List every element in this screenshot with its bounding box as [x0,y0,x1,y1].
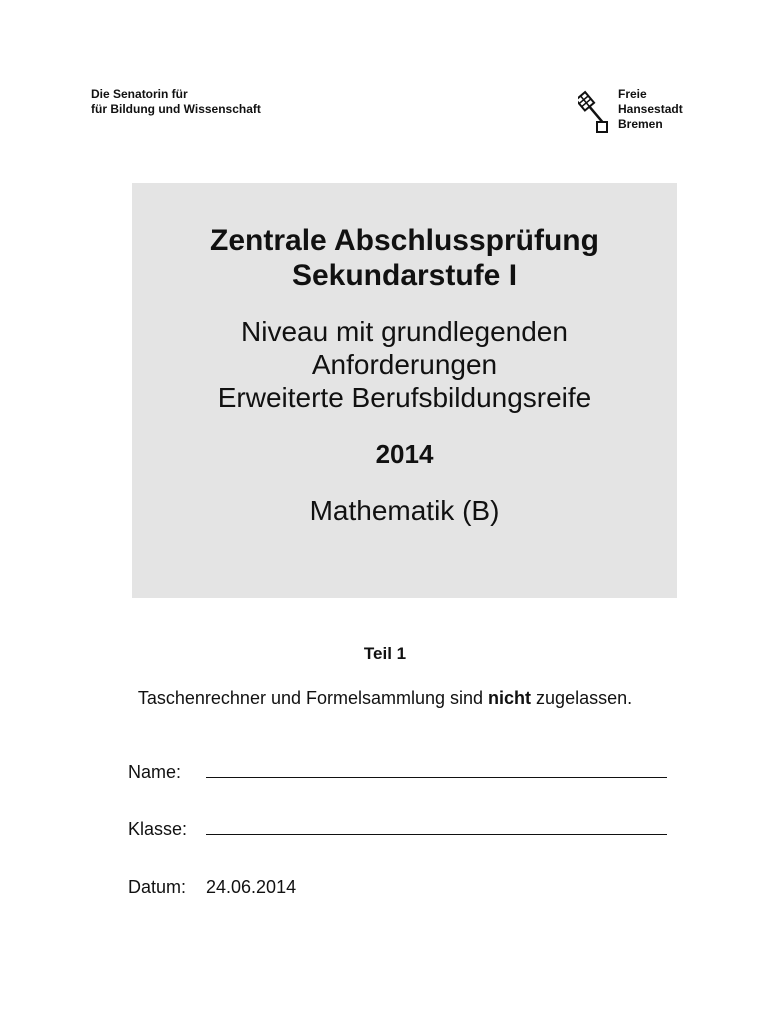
exam-title-line-2: Sekundarstufe I [291,259,518,292]
exam-subject: Mathematik (B) [309,495,500,526]
name-field [128,760,667,783]
exam-year: 2014 [375,439,434,469]
exam-title-line-1: Zentrale Abschlussprüfung [210,224,599,257]
exam-level-line-2: Anforderungen [311,349,498,380]
aids-notice-after: zugelassen. [531,688,633,708]
aids-notice [0,688,770,709]
datum-field [128,877,296,898]
exam-level-line-3: Erweiterte Berufsbildungsreife [217,382,592,413]
state-emblem-block [578,87,683,135]
state-name [618,87,683,132]
exam-title [132,223,677,293]
authority-line-2: für Bildung und Wissenschaft [91,102,261,116]
state-line-3: Bremen [618,117,663,131]
exam-level-line-1: Niveau mit grundlegenden [241,316,568,347]
datum-label: Datum: [128,877,187,897]
datum-value: 24.06.2014 [206,877,297,897]
part-heading: Teil 1 [363,644,407,663]
name-write-line[interactable] [206,760,667,778]
issuing-authority [91,87,261,117]
bremen-key-icon [578,89,610,135]
klasse-label: Klasse: [128,819,188,839]
authority-line-1: Die Senatorin für [91,87,188,101]
aids-notice-before: Taschenrechner und Formelsammlung sind [137,688,489,708]
aids-notice-emphasis: nicht [488,688,532,708]
klasse-write-line[interactable] [206,817,667,835]
exam-level [132,315,677,414]
klasse-field [128,817,667,840]
state-line-1: Freie [618,87,647,101]
exam-title-box [132,183,677,598]
state-line-2: Hansestadt [618,102,683,116]
name-label: Name: [128,762,182,782]
